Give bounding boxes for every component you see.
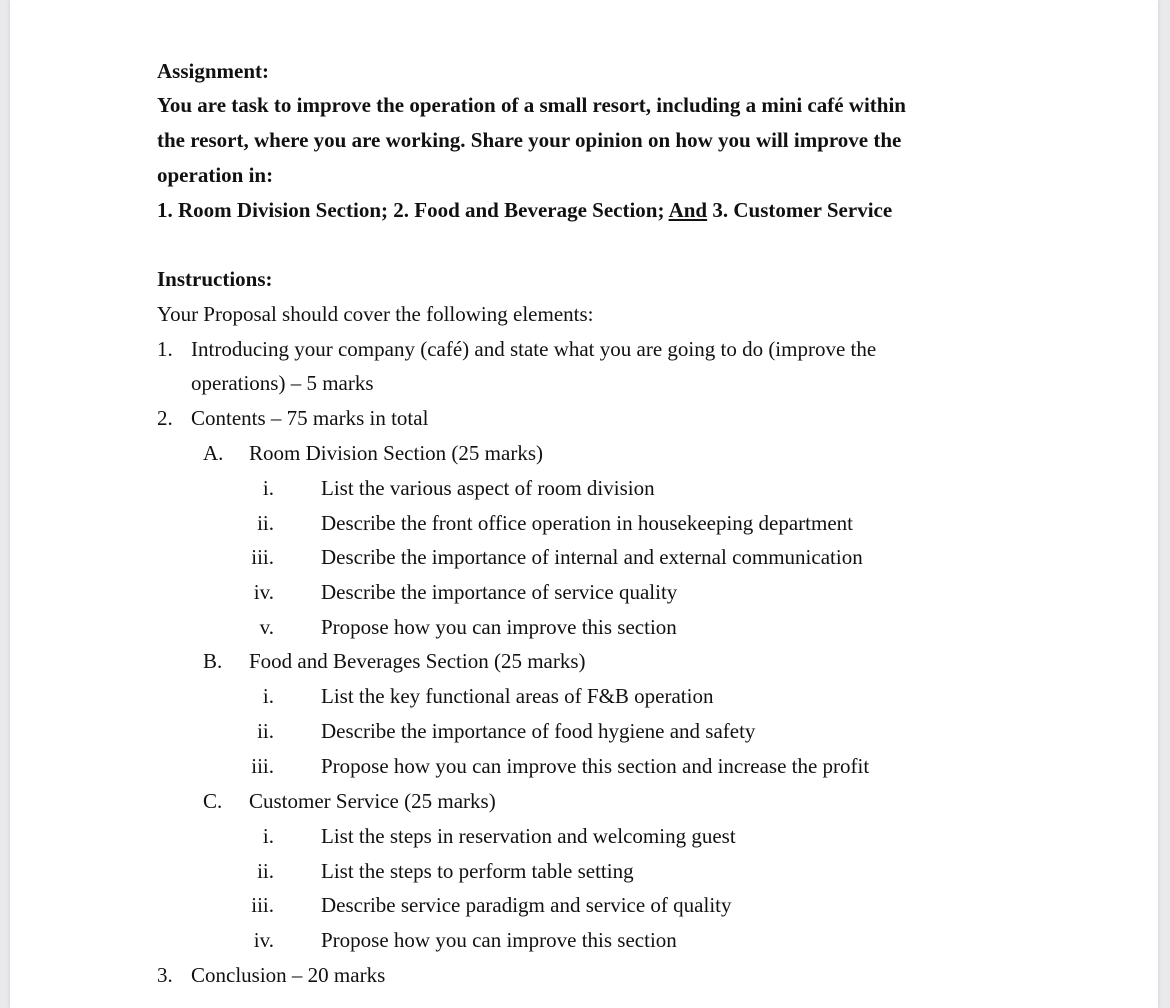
section-b-item-1-number: i. — [262, 684, 274, 708]
section-c-item-3-text: Describe service paradigm and service of quality — [321, 893, 732, 917]
section-a-item-3-text: Describe the importance of internal and external communication — [321, 545, 863, 569]
section-b-letter: B. — [203, 649, 223, 673]
section-b-item-3-number: iii. — [251, 754, 274, 778]
section-a-item-4-text: Describe the importance of service quality — [321, 580, 678, 604]
section-a-item-4-number: iv. — [253, 580, 274, 604]
assignment-task-line-3: operation in: — [157, 163, 274, 187]
section-c-title: Customer Service (25 marks) — [249, 789, 496, 813]
section-a-item-2-number: ii. — [257, 511, 274, 535]
item-1-line-2: operations) – 5 marks — [191, 371, 374, 395]
instructions-intro: Your Proposal should cover the following elements: — [157, 302, 594, 326]
section-b-item-3-text: Propose how you can improve this section and increase the profit — [321, 754, 870, 778]
section-a-item-5-number: v. — [259, 615, 274, 639]
assignment-task-line-2: the resort, where you are working. Share your opinion on how you will improve the — [157, 128, 902, 152]
section-a-item-1-text: List the various aspect of room division — [321, 476, 655, 500]
section-a-item-2-text: Describe the front office operation in housekeeping department — [321, 511, 854, 535]
section-c-item-2-text: List the steps to perform table setting — [321, 859, 634, 883]
sections-and: And — [668, 198, 708, 222]
item-2-number: 2. — [157, 406, 173, 430]
section-c-item-3-number: iii. — [251, 893, 274, 917]
section-c-item-4-number: iv. — [253, 928, 274, 952]
assignment-heading: Assignment: — [157, 59, 270, 83]
section-a-title: Room Division Section (25 marks) — [249, 441, 543, 465]
section-c-letter: C. — [203, 789, 223, 813]
section-b-item-2-number: ii. — [257, 719, 274, 743]
assignment-task-line-1: You are task to improve the operation of a small resort, including a mini café within — [157, 93, 906, 117]
instructions-heading: Instructions: — [157, 267, 273, 291]
section-c-item-1-text: List the steps in reservation and welcoming guest — [321, 824, 736, 848]
item-3-number: 3. — [157, 963, 173, 987]
section-c-item-2-number: ii. — [257, 859, 274, 883]
section-b-title: Food and Beverages Section (25 marks) — [249, 649, 586, 673]
document-page — [10, 0, 1158, 1008]
section-a-item-5-text: Propose how you can improve this section — [321, 615, 677, 639]
section-b-item-1-text: List the key functional areas of F&B operation — [321, 684, 714, 708]
section-c-item-1-number: i. — [262, 824, 274, 848]
item-3-text: Conclusion – 20 marks — [191, 963, 386, 987]
section-c-item-4-text: Propose how you can improve this section — [321, 928, 677, 952]
sections-part-2: 3. Customer Service — [707, 198, 893, 222]
assignment-sections-line — [157, 196, 892, 224]
item-1-line-1: Introducing your company (café) and state what you are going to do (improve the — [191, 337, 877, 361]
item-1-number: 1. — [157, 337, 173, 361]
section-b-item-2-text: Describe the importance of food hygiene and safety — [321, 719, 756, 743]
section-a-item-1-number: i. — [262, 476, 274, 500]
section-a-letter: A. — [203, 441, 224, 465]
item-2-text: Contents – 75 marks in total — [191, 406, 429, 430]
section-a-item-3-number: iii. — [251, 545, 274, 569]
sections-part-1: 1. Room Division Section; 2. Food and Beverage Section; — [157, 198, 669, 222]
